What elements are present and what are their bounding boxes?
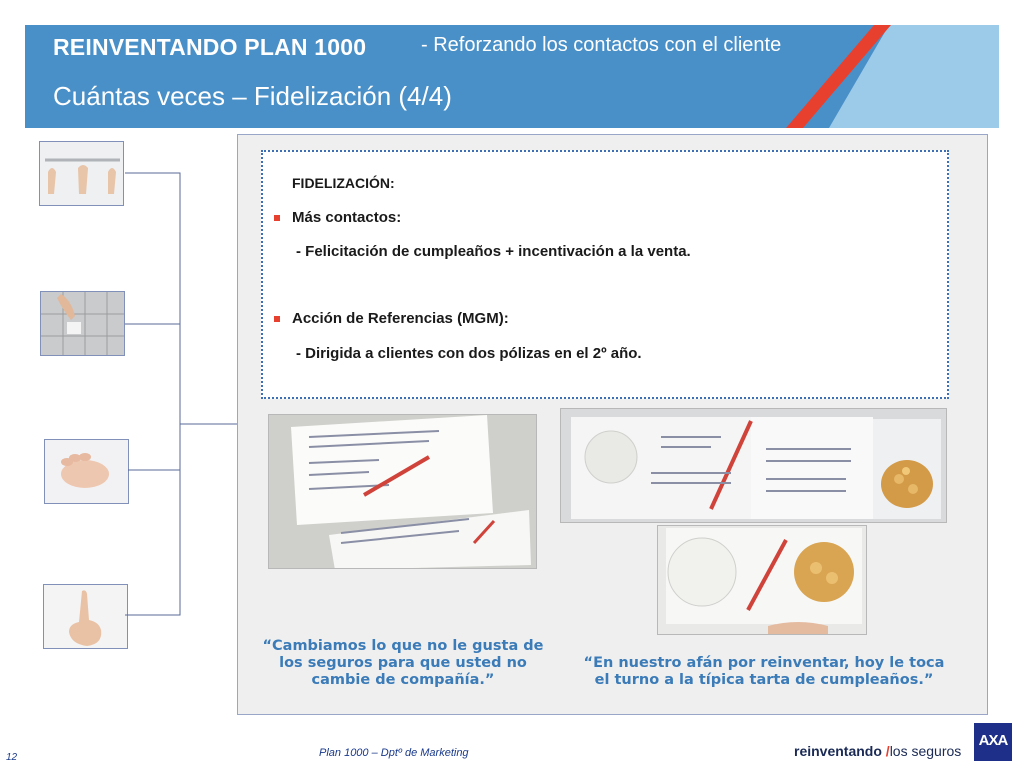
bullet-icon — [274, 316, 280, 322]
birthday-card-photo — [560, 408, 947, 523]
letter-photo — [268, 414, 537, 569]
quote-left: “Cambiamos lo que no le gusta de los seguros para que usted no cambie de compañía.” — [262, 638, 544, 688]
bullet-icon — [274, 215, 280, 221]
brand-tagline: reinventando /los seguros — [794, 743, 962, 759]
card-hand-photo — [657, 525, 867, 635]
item-detail: - Felicitación de cumpleaños + incentivación a la venta. — [296, 243, 691, 260]
page-title: Cuántas veces – Fidelización (4/4) — [53, 81, 452, 111]
box-heading: FIDELIZACIÓN: — [292, 175, 395, 191]
header-subtitle: - Reforzando los contactos con el cliente — [421, 34, 782, 56]
footer-text: Plan 1000 – Dptº de Marketing — [319, 747, 469, 759]
axa-logo: AXA — [974, 723, 1012, 761]
item-detail: - Dirigida a clientes con dos pólizas en el 2º año. — [296, 345, 642, 362]
quote-right: “En nuestro afán por reinventar, hoy le toca el turno a la típica tarta de cumpleaños.” — [583, 655, 945, 688]
page-number: 12 — [6, 752, 18, 763]
header-title: REINVENTANDO PLAN 1000 — [53, 34, 367, 60]
item-title: Más contactos: — [292, 209, 402, 226]
item-title: Acción de Referencias (MGM): — [292, 310, 509, 327]
